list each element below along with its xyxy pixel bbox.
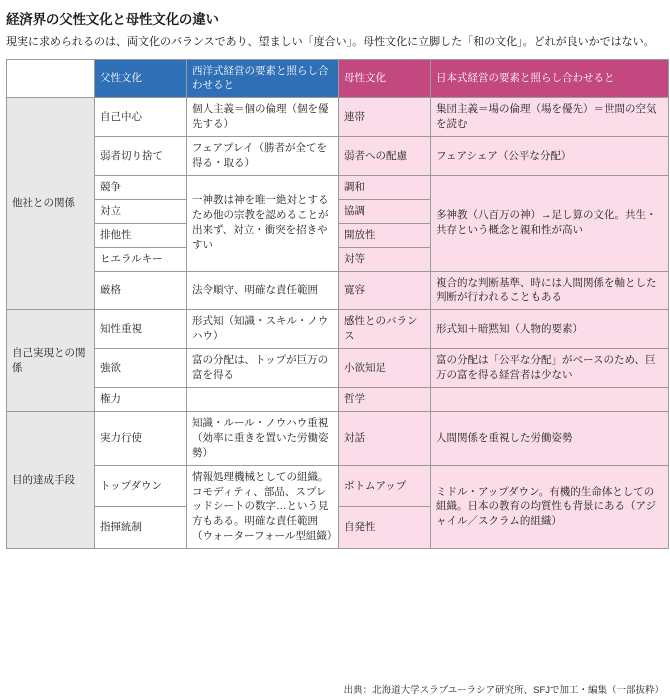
father-term: ヒエラルキー	[95, 247, 187, 271]
west-desc: 個人主義＝個の倫理（個を優先する）	[187, 98, 339, 137]
jp-desc: 複合的な判断基準、時には人間関係を軸とした判断が行われることもある	[431, 271, 669, 310]
mother-term: 連帯	[339, 98, 431, 137]
header-mother-culture: 母性文化	[339, 59, 431, 98]
father-term: 厳格	[95, 271, 187, 310]
father-term: 指揮統制	[95, 507, 187, 549]
header-row	[7, 59, 669, 98]
header-blank	[7, 59, 95, 98]
west-desc: 知識・ルール・ノウハウ重視（効率に重きを置いた労働姿勢）	[187, 411, 339, 465]
mother-term: 小欲知足	[339, 349, 431, 388]
table-row	[7, 388, 669, 412]
table-row	[7, 310, 669, 349]
mother-term: 対等	[339, 247, 431, 271]
lead-paragraph: 現実に求められるのは、両文化のバランスであり、望ましい「度合い」。母性文化に立脚した「和の文化」。どれが良いかではない。	[6, 36, 655, 48]
west-desc: 法令順守、明確な責任範囲	[187, 271, 339, 310]
table-row	[7, 411, 669, 465]
mother-term: 弱者への配慮	[339, 137, 431, 176]
father-term: 権力	[95, 388, 187, 412]
source-note: 出典：北海道大学スラブユーラシア研究所、SFJで加工・編集（一部抜粋）	[343, 685, 664, 696]
west-desc: 情報処理機械としての組織。コモディティ、部品、スプレッドシートの数字…という見方もある。明確な責任範囲（ウォーターフォール型組織）	[187, 465, 339, 549]
table-row	[7, 175, 669, 199]
table-row	[7, 98, 669, 137]
mother-term: ボトムアップ	[339, 465, 431, 507]
father-term: トップダウン	[95, 465, 187, 507]
west-desc: 富の分配は、トップが巨万の富を得る	[187, 349, 339, 388]
father-term: 強欲	[95, 349, 187, 388]
table-row	[7, 137, 669, 176]
mother-term: 開放性	[339, 223, 431, 247]
mother-term: 協調	[339, 199, 431, 223]
table-row	[7, 349, 669, 388]
table-body	[7, 98, 669, 549]
west-desc: 形式知（知識・スキル・ノウハウ）	[187, 310, 339, 349]
table-row	[7, 465, 669, 507]
west-desc	[187, 388, 339, 412]
father-term: 競争	[95, 175, 187, 199]
mother-term: 対話	[339, 411, 431, 465]
jp-desc: ミドル・アップダウン。有機的生命体としての組織。日本の教育の均質性も背景にある（アジャイル／スクラム的組織）	[431, 465, 669, 549]
father-term: 排他性	[95, 223, 187, 247]
father-term: 対立	[95, 199, 187, 223]
mother-term: 哲学	[339, 388, 431, 412]
rowgroup-label-self-actualization: 自己実現との関係	[7, 310, 95, 412]
jp-desc: 多神教（八百万の神）→足し算の文化。共生・共存という概念と親和性が高い	[431, 175, 669, 271]
mother-term: 調和	[339, 175, 431, 199]
jp-desc: フェアシェア（公平な分配）	[431, 137, 669, 176]
jp-desc: 富の分配は「公平な分配」がベースのため、巨万の富を得る経営者は少ない	[431, 349, 669, 388]
rowgroup-label-means: 目的達成手段	[7, 411, 95, 548]
header-western-management: 西洋式経営の要素と照らし合わせると	[187, 59, 339, 98]
page-title: 経済界の父性文化と母性文化の違い	[6, 12, 219, 27]
mother-term: 寛容	[339, 271, 431, 310]
jp-desc: 形式知＋暗黙知（人物的要素）	[431, 310, 669, 349]
jp-desc: 人間関係を重視した労働姿勢	[431, 411, 669, 465]
mother-term: 感性とのバランス	[339, 310, 431, 349]
header-japanese-management: 日本式経営の要素と照らし合わせると	[431, 59, 669, 98]
jp-desc: 集団主義＝場の倫理（場を優先）＝世間の空気を読む	[431, 98, 669, 137]
west-desc: 一神教は神を唯一絶対とするため他の宗教を認めることが出来ず、対立・衝突を招きやすい	[187, 175, 339, 271]
comparison-table	[6, 59, 669, 550]
table-row	[7, 271, 669, 310]
father-term: 自己中心	[95, 98, 187, 137]
rowgroup-label-relations: 他社との関係	[7, 98, 95, 310]
west-desc: フェアプレイ（勝者が全てを得る・取る）	[187, 137, 339, 176]
header-father-culture: 父性文化	[95, 59, 187, 98]
jp-desc	[431, 388, 669, 412]
table-header	[7, 59, 669, 98]
father-term: 実力行使	[95, 411, 187, 465]
father-term: 弱者切り捨て	[95, 137, 187, 176]
mother-term: 自発性	[339, 507, 431, 549]
father-term: 知性重視	[95, 310, 187, 349]
